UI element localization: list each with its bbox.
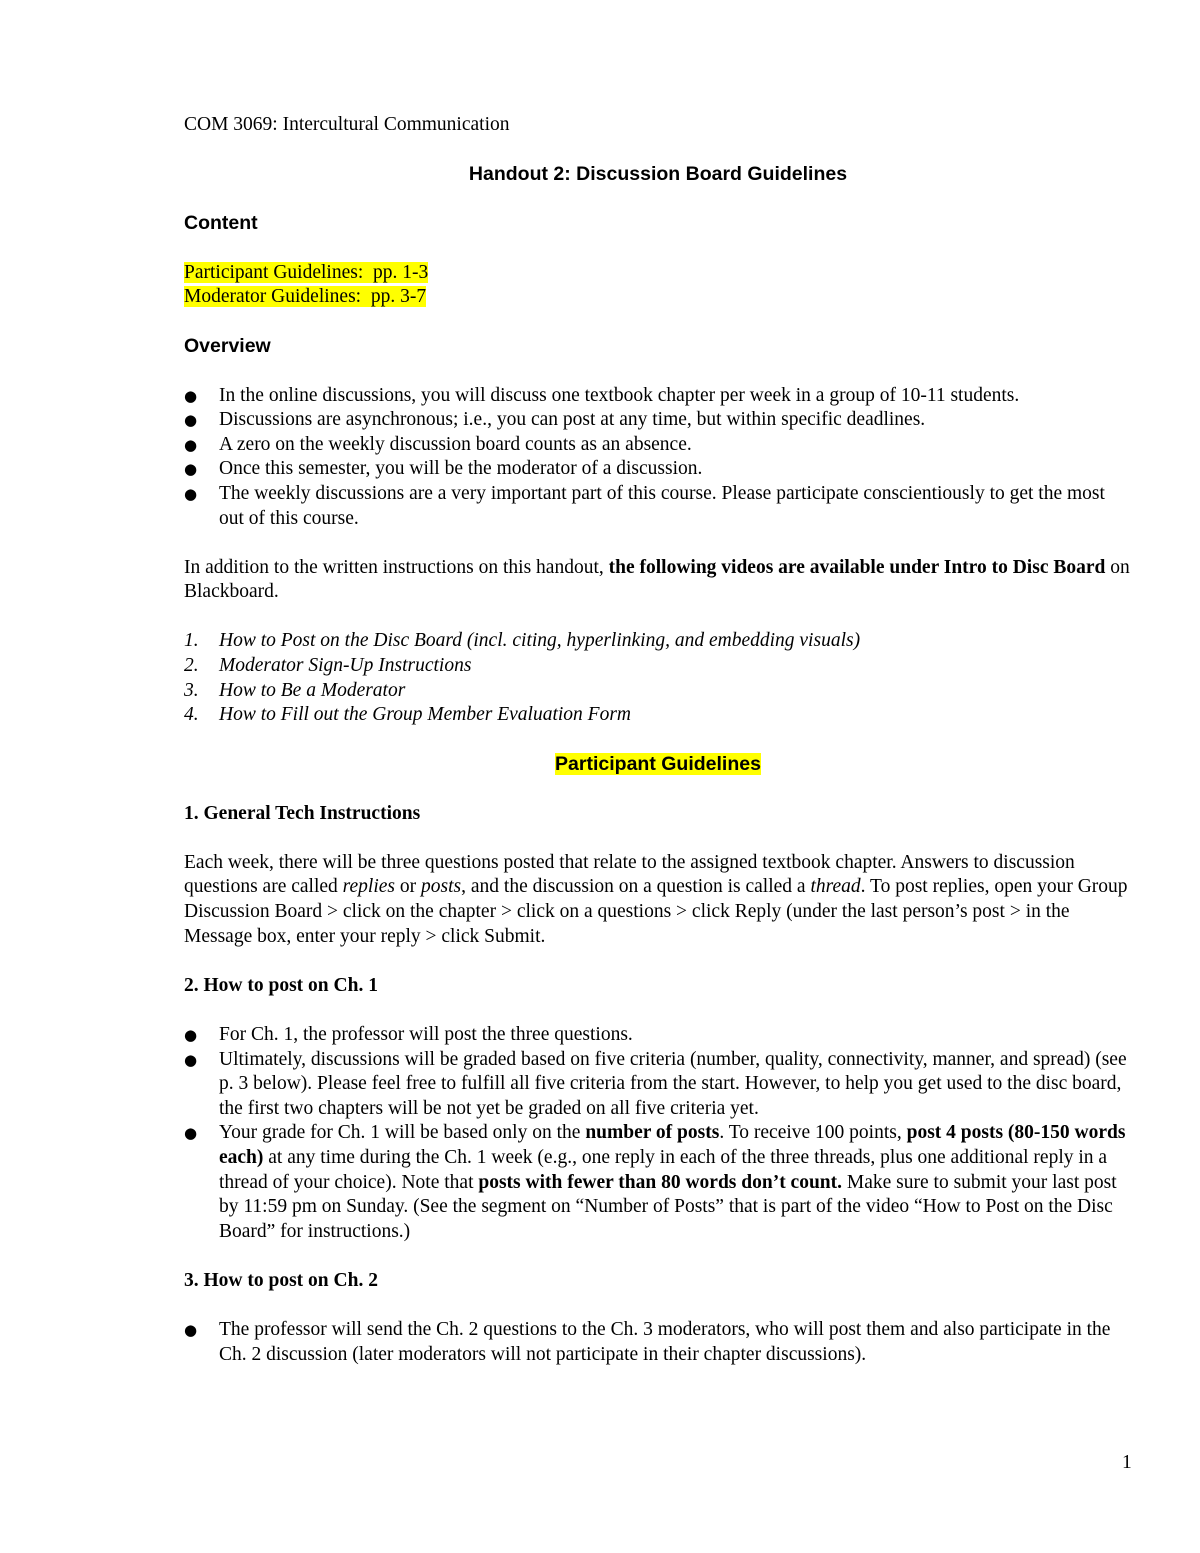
videos-intro: In addition to the written instructions on this handout, the following videos are available under Intro to Disc Board on Blackboard. <box>184 556 1130 603</box>
video-item: 3. How to Be a Moderator <box>184 679 406 701</box>
section-1-heading: 1. General Tech Instructions <box>184 802 421 824</box>
toc-entry-participant: Participant Guidelines: pp. 1-3 <box>184 261 429 283</box>
video-list <box>184 629 1132 727</box>
list-item: ● Discussions are asynchronous; i.e., you can post at any time, but within specific deadlines. <box>184 408 1132 433</box>
list-item: ● In the online discussions, you will discuss one textbook chapter per week in a group of 10-11 students. <box>184 384 1132 409</box>
bullet-icon: ● <box>184 460 198 479</box>
bullet-icon: ● <box>184 411 198 430</box>
bullet-icon: ● <box>184 386 198 405</box>
section-3-list <box>184 1318 1132 1367</box>
video-item: 2. Moderator Sign-Up Instructions <box>184 655 472 677</box>
bullet-icon: ● <box>184 1050 198 1069</box>
page-number: 1 <box>1122 1452 1132 1473</box>
list-item: ● The weekly discussions are a very important part of this course. Please participate conscientiously to get the most out of this course. <box>184 482 1105 529</box>
list-item: ● Ultimately, discussions will be graded based on five criteria (number, quality, connectivity, manner, and spread) (see p. 3 below). Please feel free to fulfill all five criteria from the start. However, to help you get used to the disc board, the first two chapters will be not yet be graded on all five criteria yet. <box>184 1048 1127 1119</box>
video-item: 4. How to Fill out the Group Member Evaluation Form <box>184 704 631 726</box>
toc-entry-moderator: Moderator Guidelines: pp. 3-7 <box>184 286 427 308</box>
list-item: ● A zero on the weekly discussion board counts as an absence. <box>184 433 1132 458</box>
section-2-list <box>184 1023 1132 1244</box>
section-2-heading: 2. How to post on Ch. 1 <box>184 974 378 996</box>
bullet-icon: ● <box>184 1025 198 1044</box>
content-heading: Content <box>184 212 258 235</box>
bullet-icon: ● <box>184 484 198 503</box>
bullet-icon: ● <box>184 1321 198 1340</box>
overview-list <box>184 384 1132 532</box>
list-item: ● The professor will send the Ch. 2 questions to the Ch. 3 moderators, who will post them and also participate in the Ch. 2 discussion (later moderators will not participate in their chapter discussions). <box>184 1319 1111 1365</box>
list-item: ● For Ch. 1, the professor will post the three questions. <box>184 1023 1132 1048</box>
handout-title: Handout 2: Discussion Board Guidelines <box>468 163 848 186</box>
section-1-body: Each week, there will be three questions posted that relate to the assigned textbook chapter. Answers to discussion questions are called replies or posts, and the discussion on a question is called a thread. To post replies, open your Group Discussion Board > click on the chapter > click on a questions > click Reply (under the last person’s post > in the Message box, enter your reply > click Submit. <box>184 851 1128 947</box>
section-3-heading: 3. How to post on Ch. 2 <box>184 1269 378 1291</box>
list-item: ● Your grade for Ch. 1 will be based only on the number of posts. To receive 100 points, post 4 posts (80-150 words each) at any time during the Ch. 1 week (e.g., one reply in each of the three threads, plus one additional reply in a thread of your choice). Note that posts with fewer than 80 words don’t count. Make sure to submit your last post by 11:59 pm on Sunday. (See the segment on “Number of Posts” that is part of the video “How to Post on the Disc Board” for instructions.) <box>184 1122 1126 1242</box>
list-item: ● Once this semester, you will be the moderator of a discussion. <box>184 457 1132 482</box>
participant-guidelines-heading: Participant Guidelines <box>555 753 761 776</box>
video-item: 1. How to Post on the Disc Board (incl. citing, hyperlinking, and embedding visuals) <box>184 630 861 652</box>
bullet-icon: ● <box>184 1124 198 1143</box>
course-line: COM 3069: Intercultural Communication <box>184 114 510 135</box>
page-content <box>184 113 1132 1367</box>
bullet-icon: ● <box>184 435 198 454</box>
overview-heading: Overview <box>184 335 271 358</box>
